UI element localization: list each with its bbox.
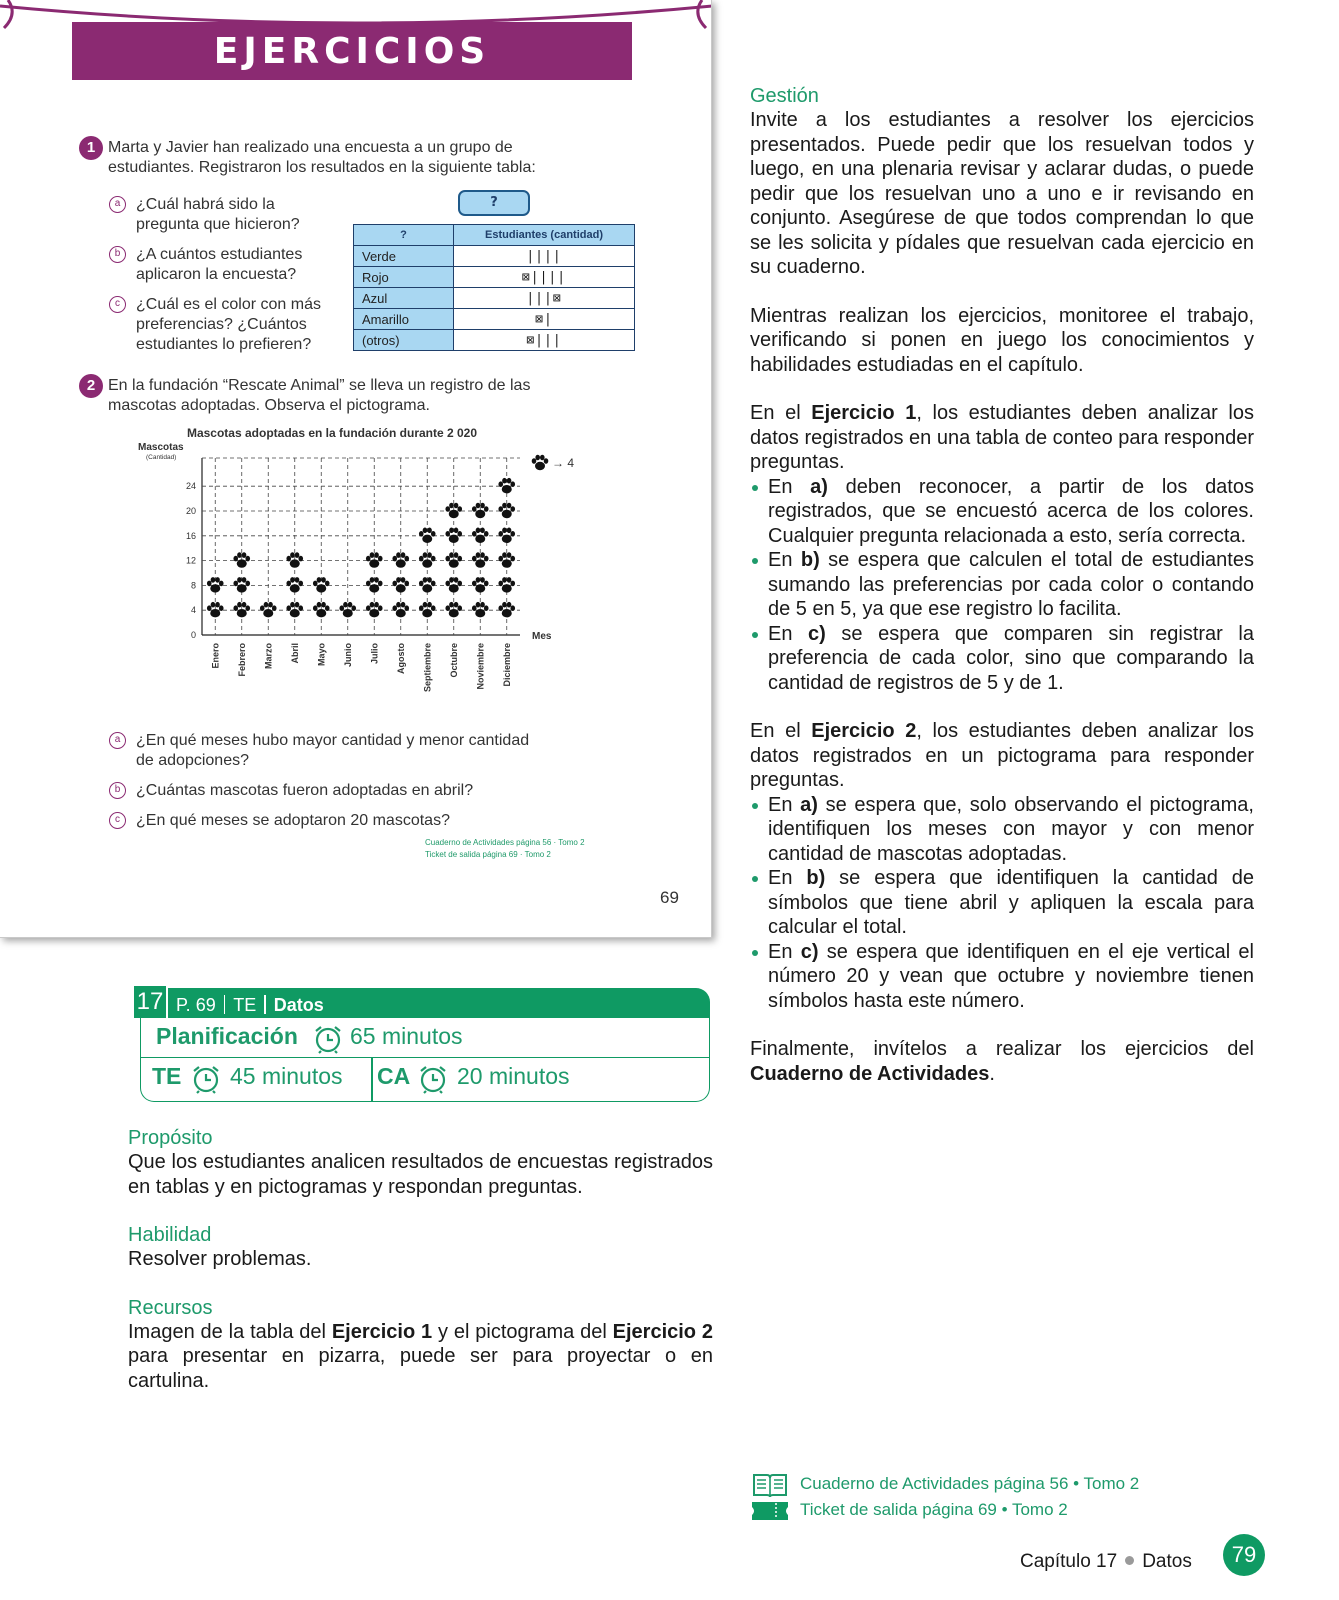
ex1-question-a-line2: pregunta que hicieron? (136, 216, 300, 233)
tally-header-category: ? (354, 225, 454, 246)
ca-time: 20 minutos (457, 1063, 570, 1089)
page-ref: P. 69 (176, 995, 216, 1015)
planning-body (140, 1018, 710, 1102)
planning-row-total (141, 1018, 709, 1058)
exercise-1-badge: 1 (79, 136, 103, 160)
alarm-clock-icon (418, 1064, 448, 1094)
tally-table (353, 224, 635, 351)
ex2-question-a-line1: ¿En qué meses hubo mayor cantidad y menor cantidad (136, 732, 530, 749)
paw-symbol (366, 552, 383, 568)
x-tick-label: Mayo (316, 643, 327, 667)
paw-symbol (392, 552, 409, 568)
paw-symbol (419, 552, 436, 568)
x-tick-label: Noviembre (475, 643, 486, 690)
proposito-text: Que los estudiantes analicen resultados de encuestas registrados en tablas y en pictogramas y respondan preguntas. (128, 1151, 713, 1198)
paw-symbol (207, 602, 224, 618)
x-tick-label: Diciembre (501, 643, 512, 687)
tally-row-label: Rojo (354, 267, 454, 288)
gestion-text: Invite a los estudiantes a resolver los ejercicios presentados. Puede pedir que los resuelvan todos y luego, en una plenaria revisar y aclarar dudas, o puede pedir que los resuelvan uno a uno e ir revisando en conjunto. Asegúrese de que todos comprendan lo que se les solicita y pídales que resuelvan cada ejercicio en su cuaderno. (750, 109, 1254, 278)
habilidad-heading: Habilidad (128, 1224, 212, 1246)
list-item: En a) se espera que, solo observando el pictograma, identifiquen los meses con mayor y con menor cantidad de mascotas adoptadas. (750, 793, 1254, 867)
option-a-circle: a (109, 196, 126, 213)
footer-chapter-label: Capítulo 17 (1020, 1551, 1118, 1572)
paw-symbol (286, 552, 303, 568)
student-ref-cuaderno: Cuaderno de Actividades página 56 · Tomo 2 (425, 838, 585, 847)
tally-row (354, 288, 635, 309)
monitoreo-text: Mientras realizan los ejercicios, monitoree el trabajo, verificando si ponen en juego los conocimientos y habilidades estudiadas en el capítulo. (750, 304, 1254, 376)
tally-row (354, 246, 635, 267)
te-label: TE (152, 1063, 182, 1089)
paw-symbol (233, 552, 250, 568)
alarm-clock-icon (313, 1024, 343, 1054)
paw-symbol (419, 602, 436, 618)
te-time: 45 minutos (230, 1063, 343, 1089)
paw-symbol (445, 552, 462, 568)
gestion-heading: Gestión (750, 85, 819, 107)
exercise-2-badge: 2 (79, 374, 103, 398)
tally-row (354, 309, 635, 330)
x-tick-label: Abril (289, 643, 300, 664)
paw-symbol (498, 602, 515, 618)
paw-symbol (498, 503, 515, 519)
legend-paw-symbol (532, 455, 549, 471)
paw-symbol (392, 602, 409, 618)
exercise-1-text-line2: estudiantes. Registraron los resultados en la siguiente tabla: (108, 159, 536, 176)
y-tick-label: 16 (185, 530, 196, 541)
exercise-1-text-line1: Marta y Javier han realizado una encuesta a un grupo de (108, 139, 513, 156)
paw-symbol (233, 602, 250, 618)
y-axis-label: Mascotas (138, 442, 184, 453)
x-tick-label: Julio (369, 643, 380, 665)
tally-header-row (354, 225, 635, 246)
alarm-clock-icon (191, 1064, 221, 1094)
recursos-heading: Recursos (128, 1296, 213, 1319)
y-tick-label: 0 (190, 630, 196, 640)
tally-header-count: Estudiantes (cantidad) (454, 225, 635, 246)
tally-row-label: Verde (354, 246, 454, 267)
proposito-heading: Propósito (128, 1127, 213, 1149)
ticket-icon (752, 1502, 788, 1520)
y-tick-label: 12 (185, 555, 196, 566)
paw-symbol (445, 503, 462, 519)
habilidad-text: Resolver problemas. (128, 1248, 312, 1270)
ex1-question-c-line3: estudiantes lo prefieren? (136, 336, 312, 353)
ejercicio2-bullets (750, 793, 1254, 1014)
x-tick-label: Octubre (448, 643, 459, 678)
option-c-circle: c (109, 812, 126, 829)
x-tick-label: Enero (210, 643, 221, 669)
student-page-image (0, 0, 712, 938)
ex1-question-c-line2: preferencias? ¿Cuántos (136, 316, 307, 333)
list-item: En b) se espera que identifiquen la cantidad de símbolos que tiene abril y apliquen la escala para calcular el total. (750, 866, 1254, 940)
option-b-circle: b (109, 246, 126, 263)
tally-row-label: Amarillo (354, 309, 454, 330)
y-axis-sublabel: (Cantidad) (146, 454, 177, 461)
ticket-reference: Ticket de salida página 69 • Tomo 2 (800, 1500, 1068, 1519)
paw-symbol (472, 552, 489, 568)
exercise-2-text-line2: mascotas adoptadas. Observa el pictograma. (108, 397, 430, 414)
y-tick-label: 8 (190, 580, 196, 591)
x-axis-label: Mes (532, 631, 552, 642)
ejercicio1-bullets (750, 475, 1254, 696)
footer-page-number: 79 (1223, 1534, 1265, 1576)
topic-label: Datos (273, 995, 324, 1015)
paw-symbol (472, 503, 489, 519)
planning-header-text (176, 988, 324, 1018)
paw-symbol (498, 552, 515, 568)
footer-topic: Datos (1142, 1551, 1192, 1572)
exercise-2-text-line1: En la fundación “Rescate Animal” se lleva un registro de las (108, 377, 531, 394)
y-tick-label: 4 (190, 605, 196, 616)
right-column (750, 84, 1254, 1110)
ejercicio1-intro: En el Ejercicio 1, los estudiantes deben analizar los datos registrados en una tabla de conteo para responder preguntas. (750, 402, 1254, 473)
paw-symbol (472, 602, 489, 618)
ex1-question-c-line1: ¿Cuál es el color con más (136, 296, 321, 313)
chapter-number-badge: 17 (132, 984, 168, 1020)
cuaderno-reference: Cuaderno de Actividades página 56 • Tomo 2 (800, 1474, 1140, 1493)
tally-row-marks: ⊠||| (454, 330, 635, 351)
open-book-icon (752, 1472, 788, 1498)
student-ref-ticket: Ticket de salida página 69 · Tomo 2 (425, 850, 551, 859)
student-page-number: 69 (660, 888, 679, 907)
list-item: En c) se espera que identifiquen en el eje vertical el número 20 y vean que octubre y noviembre tienen símbolos hasta este número. (750, 940, 1254, 1014)
x-tick-label: Septiembre (422, 643, 433, 693)
paw-symbol (445, 602, 462, 618)
x-tick-label: Junio (342, 643, 353, 667)
tally-row-marks: |||⊠ (454, 288, 635, 309)
planificacion-time: 65 minutos (350, 1023, 463, 1049)
planning-divider (371, 1058, 373, 1101)
tally-row-label: Azul (354, 288, 454, 309)
ex1-question-a-line1: ¿Cuál habrá sido la (136, 196, 275, 213)
paw-symbol (260, 602, 277, 618)
tally-row-marks: ⊠|||| (454, 267, 635, 288)
te-ref: TE (233, 995, 257, 1015)
ca-label: CA (377, 1063, 411, 1089)
y-tick-label: 24 (185, 481, 196, 492)
y-tick-label: 20 (185, 506, 196, 516)
tally-row (354, 330, 635, 351)
x-tick-label: Agosto (395, 643, 406, 674)
x-tick-label: Marzo (263, 643, 274, 670)
x-tick-label: Febrero (236, 643, 247, 677)
footer-chapter (1020, 1551, 1192, 1573)
list-item: En c) se espera que comparen sin registrar la preferencia de cada color, sino que comparando la cantidad de registros de 5 y de 1. (750, 622, 1254, 696)
tally-row-marks: ⊠| (454, 309, 635, 330)
question-pill: ? (458, 190, 530, 216)
pictogram-chart (130, 420, 600, 720)
ex1-question-b-line1: ¿A cuántos estudiantes (136, 246, 303, 263)
ex2-question-b-line1: ¿Cuántas mascotas fueron adoptadas en abril? (136, 782, 474, 799)
option-a-circle: a (109, 732, 126, 749)
paw-symbol (339, 602, 356, 618)
ex2-question-c-line1: ¿En qué meses se adoptaron 20 mascotas? (136, 812, 450, 829)
option-b-circle: b (109, 782, 126, 799)
chart-title: Mascotas adoptadas en la fundación durante 2 020 (186, 426, 478, 440)
exercises-banner: EJERCICIOS (72, 22, 632, 80)
paw-symbol (286, 602, 303, 618)
tally-row (354, 267, 635, 288)
footer-separator-dot (1125, 1556, 1134, 1565)
final-text: Finalmente, invítelos a realizar los ejercicios del Cuaderno de Actividades. (750, 1038, 1254, 1085)
tally-row-label: (otros) (354, 330, 454, 351)
left-column (128, 1126, 713, 1417)
legend-label: → 4 (552, 456, 575, 470)
list-item: En a) deben reconocer, a partir de los datos registrados, que se encuestó acerca de los colores. Cualquier pregunta relacionada a esto, sería correcta. (750, 475, 1254, 549)
list-item: En b) se espera que calculen el total de estudiantes sumando las preferencias por cada color o contando de 5 en 5, ya que ese registro lo facilita. (750, 548, 1254, 622)
paw-symbol (313, 602, 330, 618)
ex2-question-a-line2: de adopciones? (136, 752, 249, 769)
recursos-text: Imagen de la tabla del Ejercicio 1 y el pictograma del Ejercicio 2 para presentar en pizarra, puede ser para proyectar o en cartulina. (128, 1320, 713, 1392)
ex1-question-b-line2: aplicaron la encuesta? (136, 266, 297, 283)
ejercicio2-intro: En el Ejercicio 2, los estudiantes deben analizar los datos registrados en un pictograma para responder preguntas. (750, 720, 1254, 791)
paw-symbol (366, 602, 383, 618)
planificacion-label: Planificación (156, 1023, 298, 1049)
tally-row-marks: |||| (454, 246, 635, 267)
option-c-circle: c (109, 296, 126, 313)
